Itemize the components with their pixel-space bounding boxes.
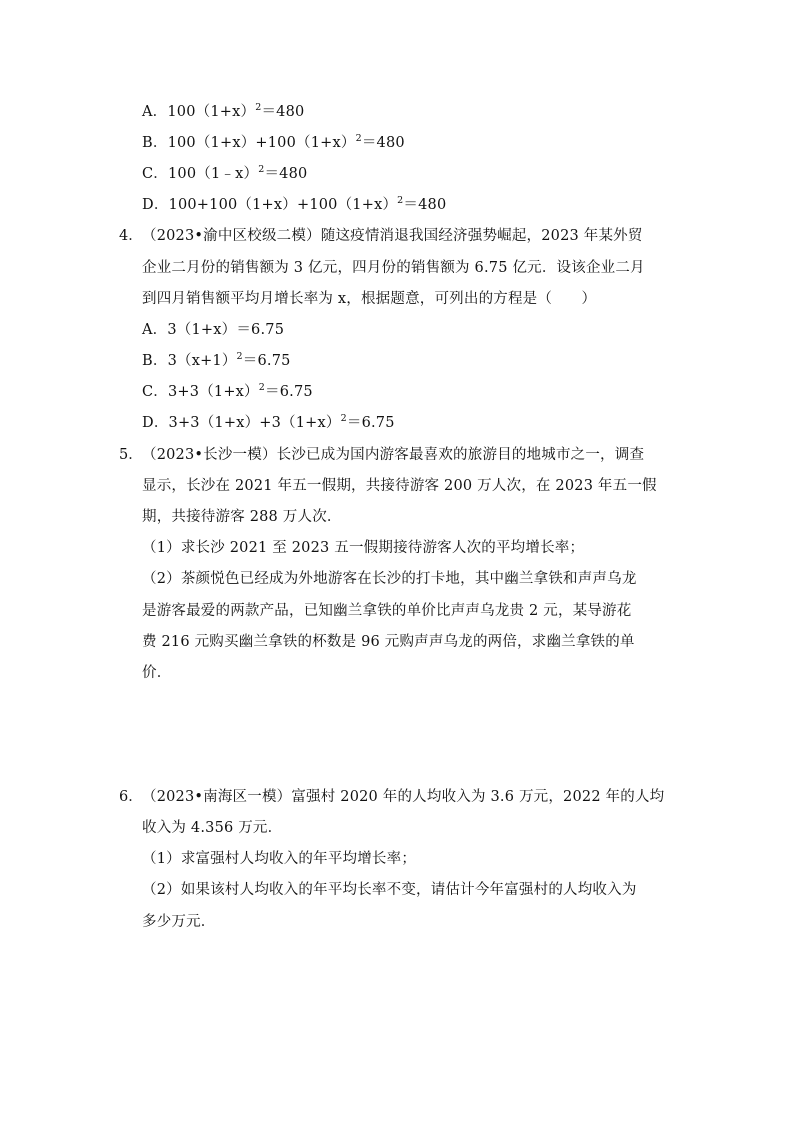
question-4-stem-line-1: （2023•渝中区校级二模）随这疫情消退我国经济强势崛起，2023 年某外贸 <box>142 228 643 244</box>
option-text: 100（1﹣x） <box>168 166 259 182</box>
option-exponent: 2 <box>236 351 243 362</box>
option-letter: C． <box>142 384 168 400</box>
option-result: ＝6.75 <box>265 384 313 400</box>
question-5-number: 5． <box>119 447 143 463</box>
prev-option-c <box>142 164 307 184</box>
question-5-part-2-line-1: （2）茶颜悦色已经成为外地游客在长沙的打卡地，其中幽兰拿铁和声声乌龙 <box>142 571 637 587</box>
option-exponent: 2 <box>355 133 362 144</box>
question-4-option-d <box>142 413 395 433</box>
question-4-option-c <box>142 382 313 402</box>
option-exponent: 2 <box>255 102 262 113</box>
question-6-part-1: （1）求富强村人均收入的年平均增长率； <box>142 851 417 867</box>
option-letter: A． <box>142 104 168 120</box>
option-text: 100（1+x）+100（1+x） <box>167 135 356 151</box>
option-text: 3+3（1+x） <box>168 384 259 400</box>
option-text: 3（x+1） <box>167 353 237 369</box>
option-letter: C． <box>142 166 168 182</box>
option-exponent: 2 <box>258 382 266 393</box>
question-5-line-3: 期，共接待游客 288 万人次． <box>142 509 342 525</box>
question-4-stem-line-2: 企业二月份的销售额为 3 亿元，四月份的销售额为 6.75 亿元．设该企业二月 <box>142 260 645 276</box>
question-4-number: 4． <box>119 228 143 244</box>
question-5-part-2-line-3: 费 216 元购买幽兰拿铁的杯数是 96 元购声声乌龙的两倍，求幽兰拿铁的单 <box>142 634 635 650</box>
option-text: 100+100（1+x）+100（1+x） <box>168 197 398 213</box>
question-5-line-2: 显示，长沙在 2021 年五一假期，共接待游客 200 万人次，在 2023 年五一假 <box>142 478 657 494</box>
option-letter: D． <box>142 415 169 431</box>
option-exponent: 2 <box>340 413 347 424</box>
question-6-part-2-line-1: （2）如果该村人均收入的年平均长率不变，请估计今年富强村的人均收入为 <box>142 882 637 898</box>
option-result: ＝6.75 <box>346 415 395 431</box>
prev-option-d <box>142 195 446 215</box>
question-6-line-2: 收入为 4.356 万元． <box>142 820 283 836</box>
prev-option-a <box>142 102 304 122</box>
option-letter: B． <box>142 135 168 151</box>
question-4-option-a <box>142 320 284 340</box>
question-6-line-1: （2023•南海区一模）富强村 2020 年的人均收入为 3.6 万元，2022 年的人均 <box>142 789 665 805</box>
option-result: ＝480 <box>264 166 308 182</box>
option-letter: D． <box>142 197 169 213</box>
option-text: 3（1+x）＝6.75 <box>167 322 285 338</box>
option-result: ＝6.75 <box>242 353 291 369</box>
option-exponent: 2 <box>258 164 265 175</box>
question-6-part-2-line-2: 多少万元． <box>142 914 216 930</box>
prev-option-b <box>142 133 405 153</box>
option-letter: A． <box>142 322 168 338</box>
option-text: 100（1+x） <box>167 104 256 120</box>
question-4-option-b <box>142 351 291 371</box>
option-result: ＝480 <box>361 135 405 151</box>
option-text: 3+3（1+x）+3（1+x） <box>168 415 341 431</box>
question-5-part-2-line-4: 价． <box>142 665 172 681</box>
question-5-line-1: （2023•长沙一模）长沙已成为国内游客最喜欢的旅游目的地城市之一，调查 <box>142 447 645 463</box>
option-exponent: 2 <box>397 195 404 206</box>
question-5-part-1: （1）求长沙 2021 至 2023 五一假期接待游客人次的平均增长率； <box>142 540 585 556</box>
option-result: ＝480 <box>403 197 447 213</box>
option-letter: B． <box>142 353 168 369</box>
option-result: ＝480 <box>261 104 305 120</box>
question-6-number: 6． <box>119 789 143 805</box>
question-5-part-2-line-2: 是游客最爱的两款产品，已知幽兰拿铁的单价比声声乌龙贵 2 元，某导游花 <box>142 603 632 619</box>
question-4-stem-line-3: 到四月销售额平均月增长率为 x，根据题意，可列出的方程是（ ） <box>142 291 597 307</box>
